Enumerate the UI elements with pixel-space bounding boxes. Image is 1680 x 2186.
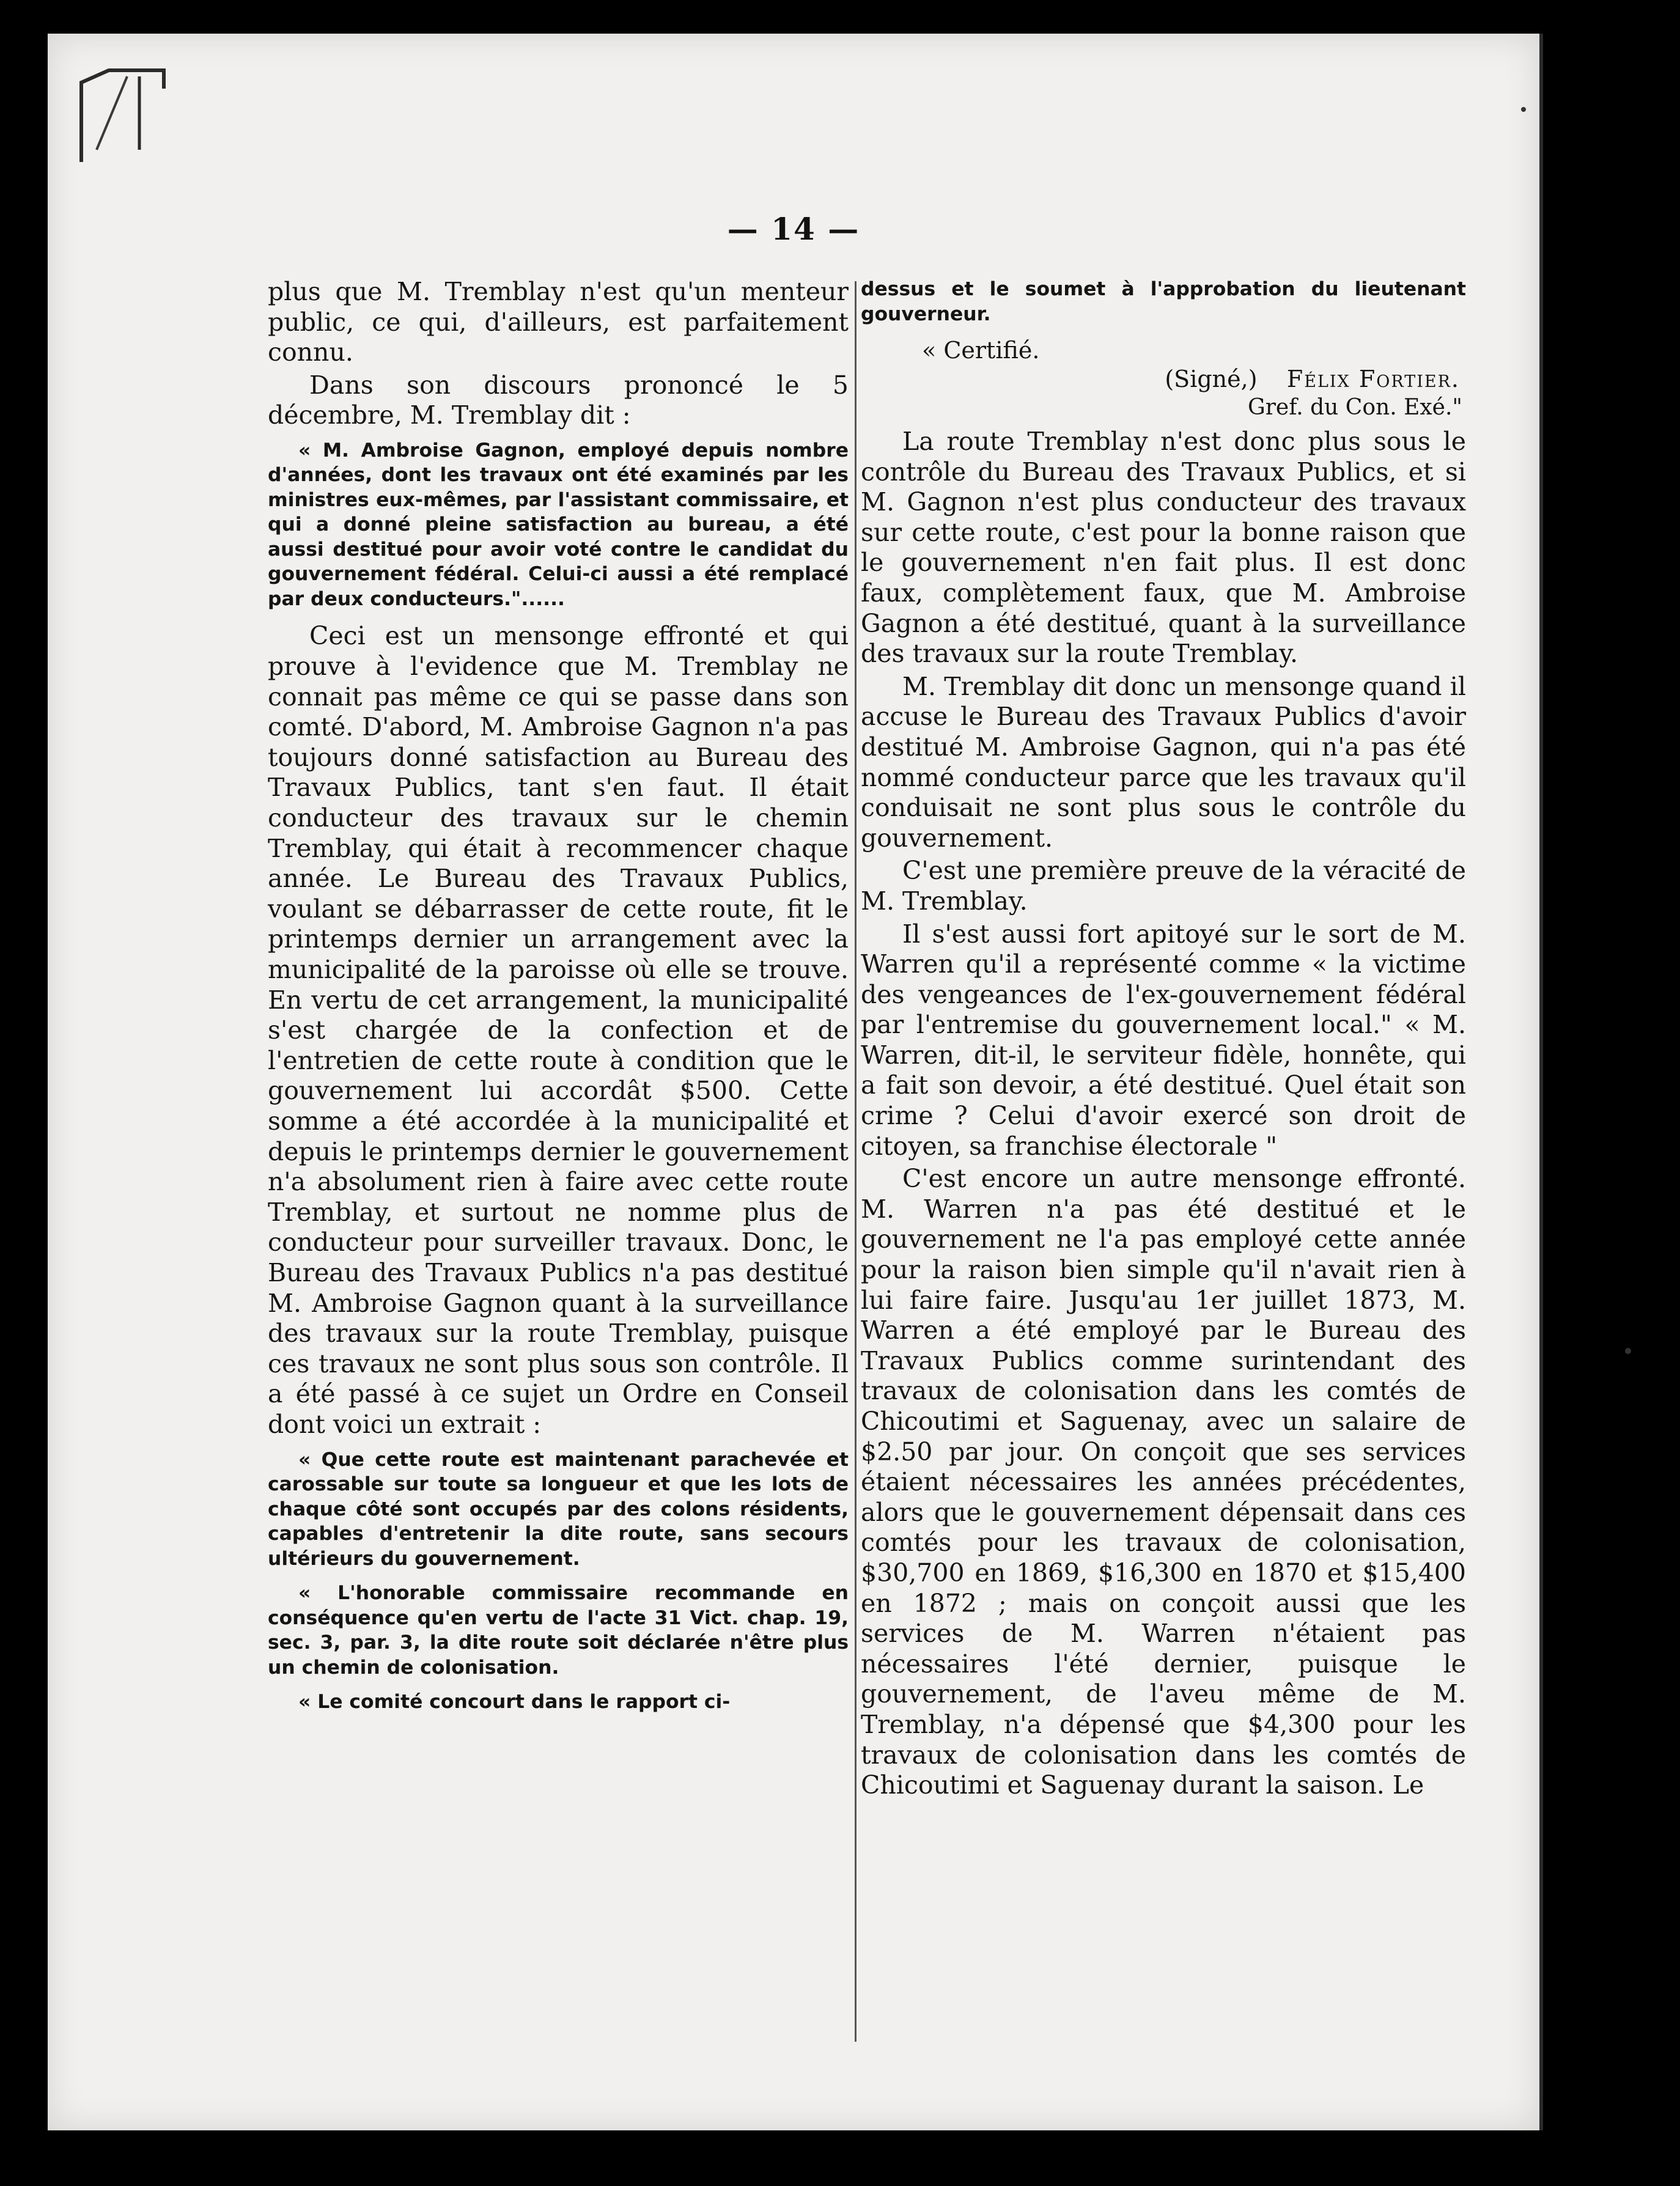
ink-speck	[1521, 107, 1526, 112]
left-paragraph-1: plus que M. Tremblay n'est qu'un menteur public, ce qui, d'ailleurs, est parfaitement connu.	[268, 277, 849, 367]
left-quote-4: « Le comité concourt dans le rapport ci-	[298, 1691, 731, 1713]
certifie-line: « Certifié.	[922, 337, 1040, 364]
signature-name: Félix Fortier.	[1286, 366, 1460, 392]
right-column	[861, 277, 1466, 1801]
signature-label: (Signé,)	[1165, 366, 1258, 392]
right-paragraph-4: Il s'est aussi fort apitoyé sur le sort de M. Warren qu'il a représenté comme « la victime des vengeances de l'ex-gouvernement fédéral par l'entremise du gouvernement local." « M. Warren, dit-il, le serviteur fidèle, honnête, qui a fait son devoir, a été destitué. Quel était son crime ? Celui d'avoir exercé son droit de citoyen, sa franchise électorale "	[861, 919, 1466, 1161]
left-quote-2: « Que cette route est maintenant parachevée et carossable sur toute sa longueur et que les lots de chaque côté sont occupés par des colons résidents, capables d'entretenir la dite route, sans secours ultérieurs du gouvernement.	[268, 1448, 849, 1570]
right-quote-continuation: dessus et le soumet à l'approbation du lieutenant gouverneur.	[861, 278, 1466, 325]
corner-bracket-mark	[72, 64, 176, 168]
left-quote-1: « M. Ambroise Gagnon, employé depuis nombre d'années, dont les travaux ont été examinés par les ministres eux-mêmes, par l'assistant commissaire, et qui a donné pleine satisfaction au bureau, a été aussi destitué pour avoir voté contre le candidat du gouvernement fédéral. Celui-ci aussi a été remplacé par deux conducteurs."......	[268, 439, 849, 610]
right-paragraph-5: C'est encore un autre mensonge effronté. M. Warren n'a pas été destitué et le gouvernement ne l'a pas employé cette année pour la raison bien simple qu'il n'avait rien à lui faire faire. Jusqu'au 1er juillet 1873, M. Warren a été employé par le Bureau des Travaux Publics comme surintendant des travaux de colonisation dans les comtés de Chicoutimi et Saguenay, avec un salaire de $2.50 par jour. On conçoit que ses services étaient nécessaires les années précédentes, alors que le gouvernement dépensait dans ces comtés pour les travaux de colonisation, $30,700 en 1869, $16,300 en 1870 et $15,400 en 1872 ; mais on conçoit aussi que les services de M. Warren n'étaient pas nécessaires l'été dernier, puisque le gouvernement, de l'aveu même de M. Tremblay, n'a dépensé que $4,300 pour les travaux de colonisation dans les comtés de Chicoutimi et Saguenay durant la saison. Le	[861, 1164, 1466, 1800]
ink-speck	[1625, 1348, 1631, 1354]
left-paragraph-3: Ceci est un mensonge effronté et qui prouve à l'evidence que M. Tremblay ne connait pas même ce qui se passe dans son comté. D'abord, M. Ambroise Gagnon n'a pas toujours donné satisfaction au Bureau des Travaux Publics, tant s'en faut. Il était conducteur des travaux sur le chemin Tremblay, qui était à recommencer chaque année. Le Bureau des Travaux Publics, voulant se débarrasser de cette route, fit le printemps dernier un arrangement avec la municipalité de la paroisse où elle se trouve. En vertu de cet arrangement, la municipalité s'est chargée de la confection et de l'entretien de cette route à condition que le gouvernement lui accordât $500. Cette somme a été accordée à la municipalité et depuis le printemps dernier le gouvernement n'a absolument rien à faire avec cette route Tremblay, et surtout ne nomme plus de conducteur pour surveiller travaux. Donc, le Bureau des Travaux Publics n'a pas destitué M. Ambroise Gagnon quant à la surveillance des travaux sur la route Tremblay, puisque ces travaux ne sont plus sous son contrôle. Il a été passé à ce sujet un Ordre en Conseil dont voici un extrait :	[268, 621, 849, 1439]
document-page	[48, 34, 1543, 2130]
signature-role: Gref. du Con. Exé."	[1247, 395, 1462, 420]
right-paragraph-3: C'est une première preuve de la véracité de M. Tremblay.	[861, 856, 1466, 916]
column-divider	[855, 281, 857, 2042]
left-quote-3: « L'honorable commissaire recommande en conséquence qu'en vertu de l'acte 31 Vict. chap. 19, sec. 3, par. 3, la dite route soit déclarée n'être plus un chemin de colonisation.	[268, 1582, 849, 1679]
right-paragraph-2: M. Tremblay dit donc un mensonge quand il accuse le Bureau des Travaux Publics d'avoir destitué M. Ambroise Gagnon, qui n'a pas été nommé conducteur parce que les travaux qu'il conduisait ne sont plus sous le contrôle du gouvernement.	[861, 671, 1466, 853]
signature-line	[861, 364, 1466, 394]
left-column	[268, 277, 849, 1724]
right-paragraph-1: La route Tremblay n'est donc plus sous le contrôle du Bureau des Travaux Publics, et si M. Gagnon n'est plus conducteur des travaux sur cette route, c'est pour la bonne raison que le gouvernement n'en fait plus. Il est donc faux, complètement faux, que M. Ambroise Gagnon a été destitué, quant à la surveillance des travaux sur la route Tremblay.	[861, 427, 1466, 669]
page-number: — 14 —	[727, 211, 860, 247]
left-paragraph-2: Dans son discours prononcé le 5 décembre, M. Tremblay dit :	[268, 370, 849, 430]
